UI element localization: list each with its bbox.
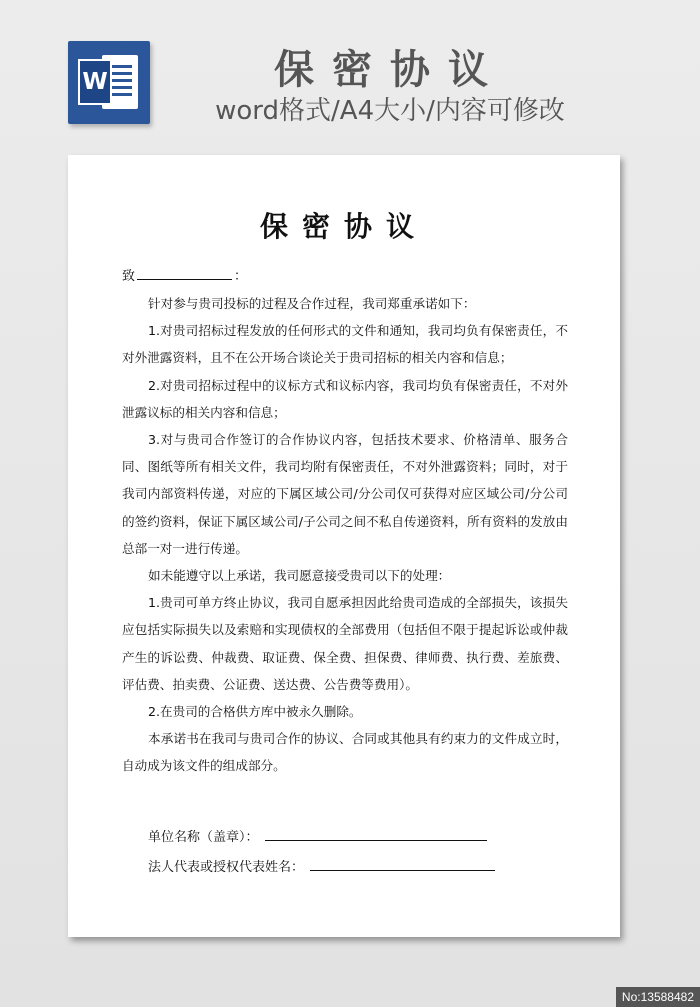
company-signature-row (148, 826, 487, 845)
representative-signature-row (148, 856, 495, 875)
document-title: 保密协议 (259, 210, 428, 243)
representative-field[interactable] (310, 857, 495, 871)
paragraph: 1.贵司可单方终止协议，我司自愿承担因此给贵司造成的全部损失，该损失应包括实际损失以及索赔和实现债权的全部费用（包括但不限于提起诉讼或仲裁产生的诉讼费、仲裁费、取证费、保全费、担保费、律师费、执行费、差旅费、评估费、拍卖费、公证费、送达费、公告费等费用）。 (122, 595, 568, 692)
paragraph: 本承诺书在我司与贵司合作的协议、合同或其他具有约束力的文件成立时，自动成为该文件的组成部分。 (122, 731, 568, 774)
word-document-icon (68, 41, 150, 124)
addressee-line (122, 265, 247, 284)
paragraph: 3.对与贵司合作签订的合作协议内容，包括技术要求、价格清单、服务合同、图纸等所有相关文件，我司均附有保密责任，不对外泄露资料；同时，对于我司内部资料传递，对应的下属区域公司/分公司仅可获得对应区域公司/分公司的签约资料，保证下属区域公司/子公司之间不私自传递资料，所有资料的发放由总部一对一进行传递。 (122, 432, 568, 556)
addressee-suffix: ： (234, 269, 248, 284)
paragraph: 2.在贵司的合格供方库中被永久删除。 (148, 704, 362, 720)
document-page (68, 155, 620, 937)
paragraph: 1.对贵司招标过程发放的任何形式的文件和通知，我司均负有保密责任，不对外泄露资料，且不在公开场合谈论关于贵司招标的相关内容和信息； (122, 323, 568, 366)
header-title: 保密协议 (274, 47, 506, 93)
word-badge-letter: W (78, 59, 112, 105)
company-field[interactable] (265, 827, 487, 841)
paragraph: 针对参与贵司投标的过程及合作过程，我司郑重承诺如下： (148, 296, 476, 311)
representative-label: 法人代表或授权代表姓名： (148, 860, 305, 875)
company-label: 单位名称（盖章）： (148, 830, 259, 845)
addressee-blank[interactable] (137, 267, 232, 280)
addressee-prefix: 致 (122, 269, 136, 284)
serial-number: No:13588482 (616, 987, 700, 1007)
document-body (122, 290, 568, 780)
paragraph: 如未能遵守以上承诺，我司愿意接受贵司以下的处理： (148, 568, 451, 584)
paragraph: 2.对贵司招标过程中的议标方式和议标内容，我司均负有保密责任，不对外泄露议标的相关内容和信息； (122, 377, 568, 420)
header-subtitle: word格式/A4大小/内容可修改 (215, 96, 565, 126)
